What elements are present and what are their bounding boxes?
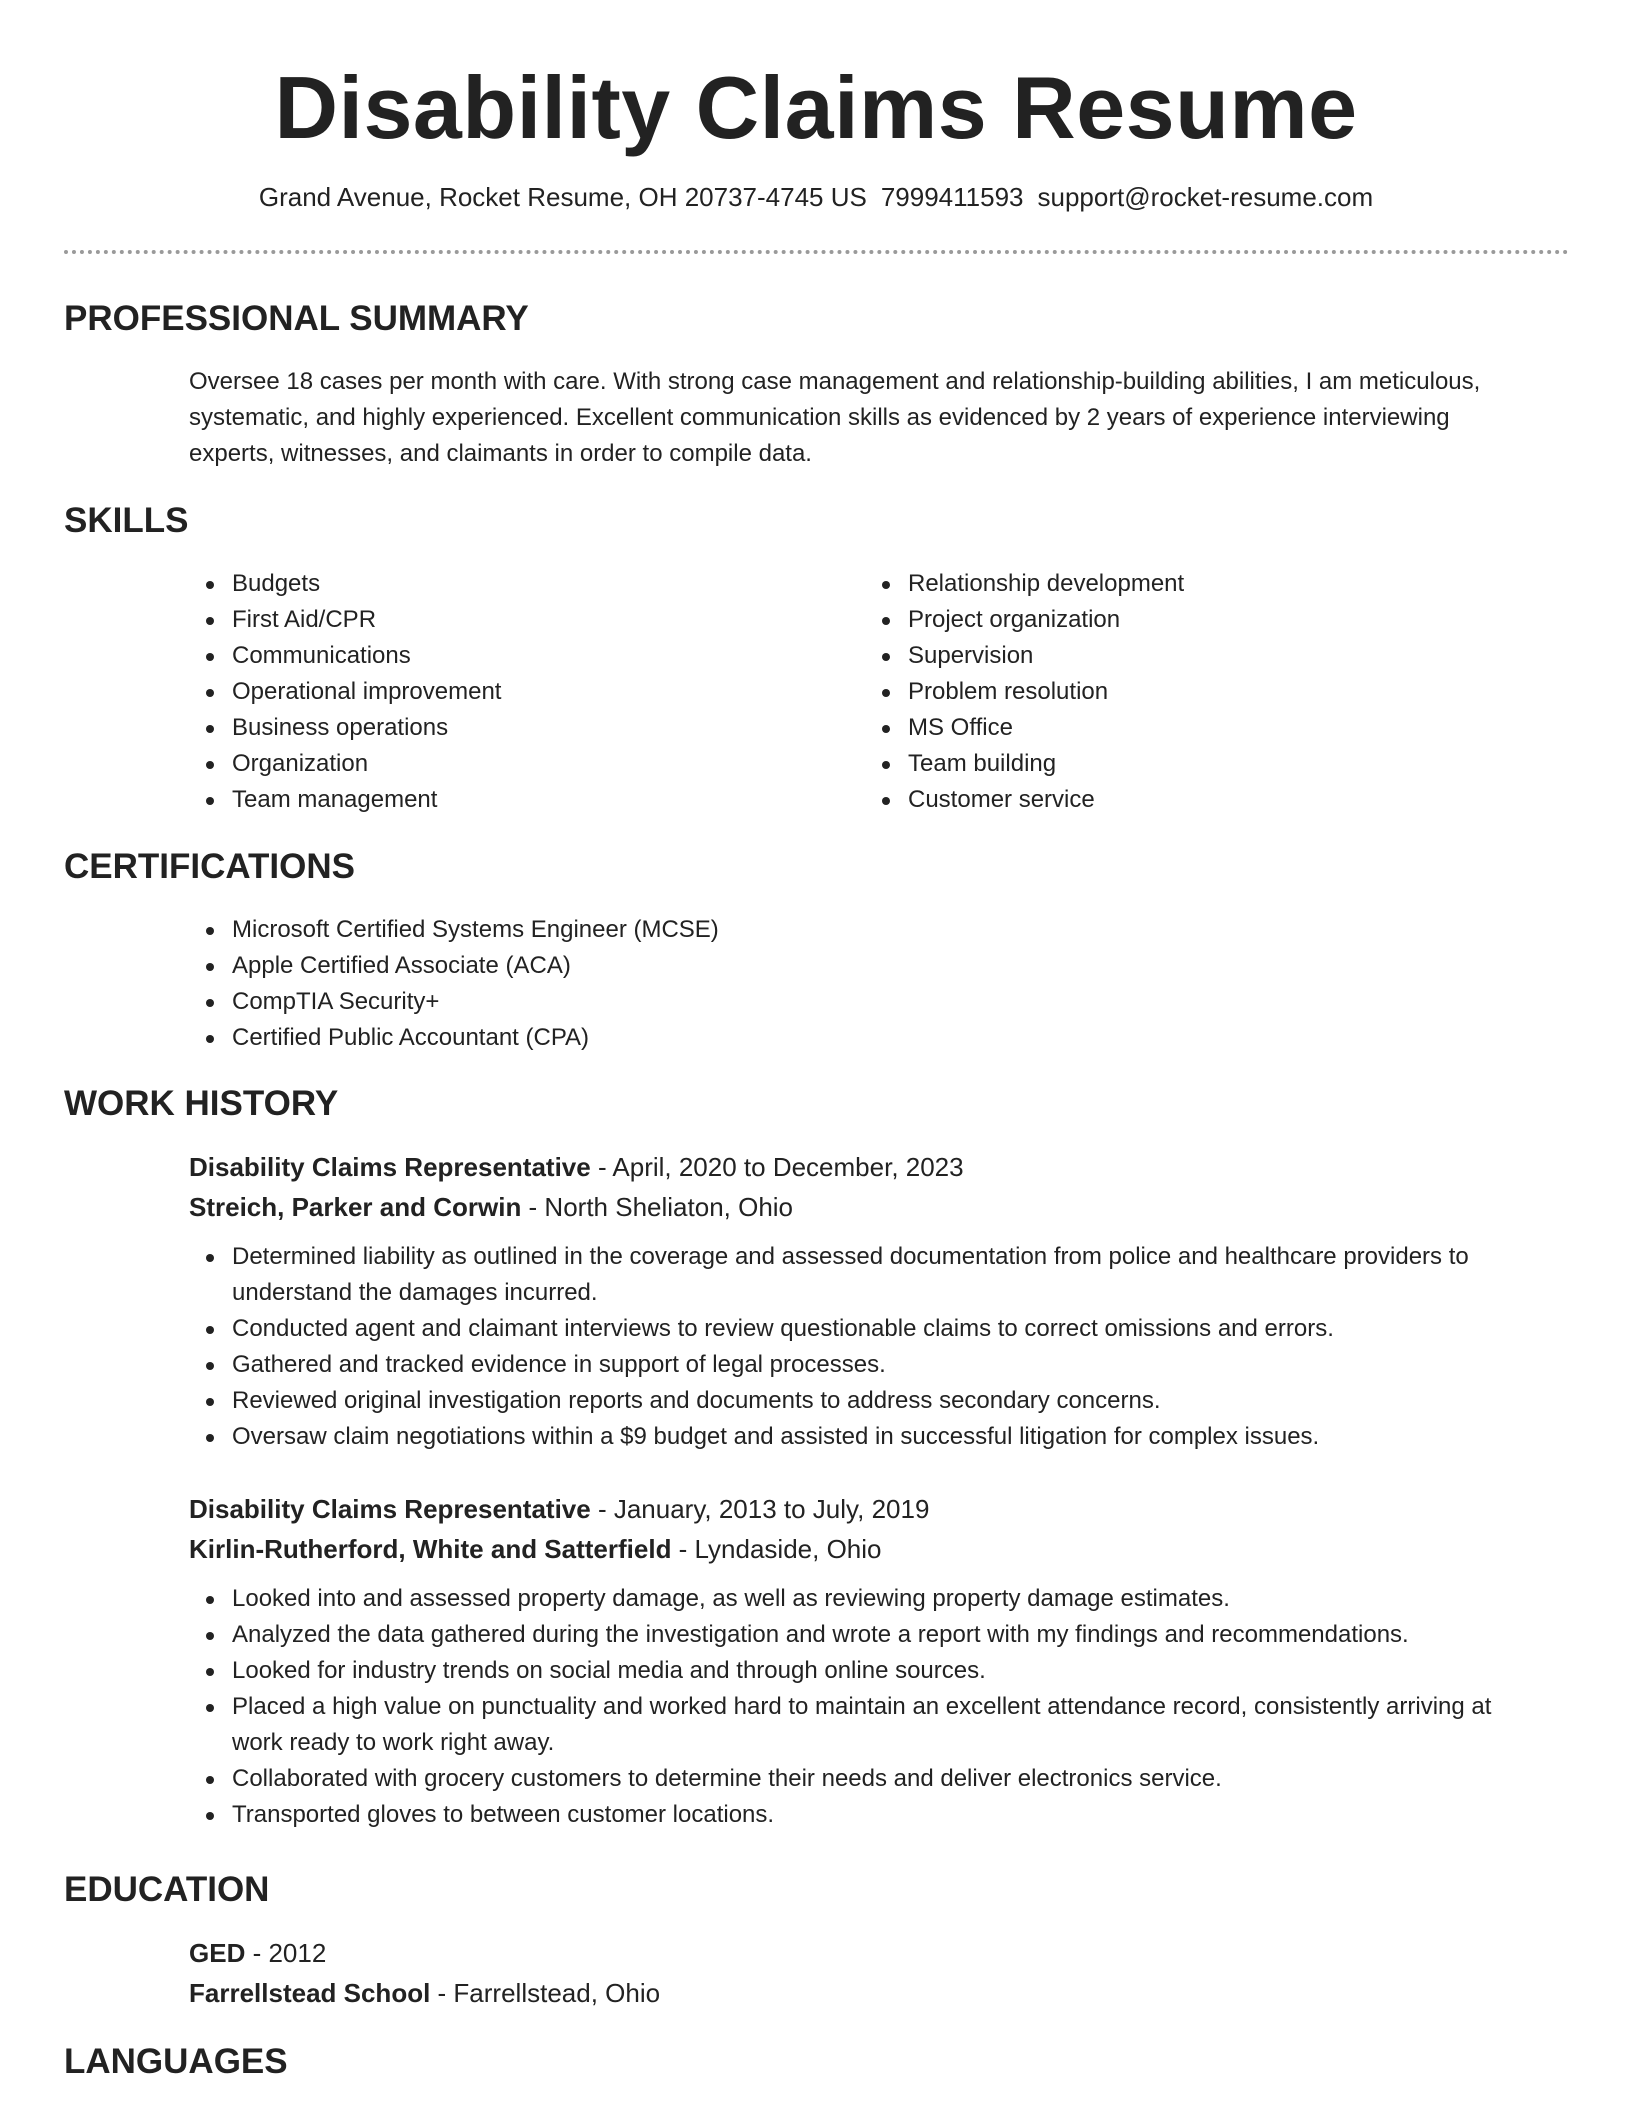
list-item: Gathered and tracked evidence in support of legal processes. [189, 1347, 1539, 1383]
job-entry [189, 1489, 1539, 1833]
list-item: Conducted agent and claimant interviews to review questionable claims to correct omissions and errors. [189, 1311, 1539, 1347]
job-company: Streich, Parker and Corwin [189, 1192, 522, 1222]
contact-line [64, 180, 1568, 214]
job-location: - Lyndaside, Ohio [671, 1534, 882, 1564]
list-item: Looked for industry trends on social media and through online sources. [189, 1653, 1539, 1689]
education-year: - 2012 [245, 1938, 327, 1968]
list-item: Operational improvement [189, 674, 829, 710]
education-school: Farrellstead School [189, 1978, 431, 2008]
education-degree: GED [189, 1938, 246, 1968]
contact-email: support@rocket-resume.com [1037, 182, 1374, 212]
section-title-skills: SKILLS [64, 501, 189, 540]
section-title-summary: PROFESSIONAL SUMMARY [64, 299, 529, 338]
education-entry [189, 1933, 1539, 2013]
job-company: Kirlin-Rutherford, White and Satterfield [189, 1534, 672, 1564]
certifications-list [189, 912, 1539, 1056]
education-school-line [189, 1973, 1539, 2013]
list-item: CompTIA Security+ [189, 984, 1539, 1020]
summary-text: Oversee 18 cases per month with care. With strong case management and relationship-building abilities, I am meticulous, systematic, and highly experienced. Excellent communication skills as evidenced by 2 years of experience interviewing experts, witnesses, and claimants in order to compile data. [189, 368, 1481, 467]
section-title-languages: LANGUAGES [64, 2042, 288, 2081]
list-item: Microsoft Certified Systems Engineer (MCSE) [189, 912, 1539, 948]
list-item: Communications [189, 638, 829, 674]
job-dates: - January, 2013 to July, 2019 [590, 1494, 930, 1524]
list-item: Team building [865, 746, 1505, 782]
list-item: Organization [189, 746, 829, 782]
list-item: Oversaw claim negotiations within a $9 budget and assisted in successful litigation for complex issues. [189, 1419, 1539, 1455]
list-item: Apple Certified Associate (ACA) [189, 948, 1539, 984]
skills-list-right [865, 566, 1505, 818]
list-item: Customer service [865, 782, 1505, 818]
contact-address: Grand Avenue, Rocket Resume, OH 20737-4745 US [258, 182, 867, 212]
resume-title: Disability Claims Resume [274, 58, 1358, 157]
list-item: Budgets [189, 566, 829, 602]
skills-list-left [189, 566, 829, 818]
list-item: Relationship development [865, 566, 1505, 602]
list-item: First Aid/CPR [189, 602, 829, 638]
list-item: Supervision [865, 638, 1505, 674]
header-divider [64, 250, 1569, 254]
list-item: Problem resolution [865, 674, 1505, 710]
job-title-line [189, 1147, 1539, 1187]
section-title-certifications: CERTIFICATIONS [64, 847, 356, 886]
list-item: Placed a high value on punctuality and worked hard to maintain an excellent attendance record, consistently arriving at work ready to work right away. [189, 1689, 1539, 1761]
list-item: Reviewed original investigation reports and documents to address secondary concerns. [189, 1383, 1539, 1419]
list-item: Transported gloves to between customer locations. [189, 1797, 1539, 1833]
list-item: Project organization [865, 602, 1505, 638]
job-title-line [189, 1489, 1539, 1529]
job-company-line [189, 1187, 1539, 1227]
list-item: Analyzed the data gathered during the investigation and wrote a report with my findings and recommendations. [189, 1617, 1539, 1653]
job-entry [189, 1147, 1539, 1455]
job-location: - North Sheliaton, Ohio [521, 1192, 794, 1222]
job-dates: - April, 2020 to December, 2023 [590, 1152, 964, 1182]
list-item: Determined liability as outlined in the coverage and assessed documentation from police and healthcare providers to understand the damages incurred. [189, 1239, 1539, 1311]
contact-phone: 7999411593 [880, 182, 1024, 212]
list-item: Certified Public Accountant (CPA) [189, 1020, 1539, 1056]
list-item: Business operations [189, 710, 829, 746]
education-degree-line [189, 1933, 1539, 1973]
list-item: Collaborated with grocery customers to determine their needs and deliver electronics service. [189, 1761, 1539, 1797]
list-item: MS Office [865, 710, 1505, 746]
job-role: Disability Claims Representative [189, 1494, 591, 1524]
job-company-line [189, 1529, 1539, 1569]
section-title-education: EDUCATION [64, 1870, 270, 1909]
education-location: - Farrellstead, Ohio [430, 1978, 661, 2008]
list-item: Team management [189, 782, 829, 818]
section-title-work: WORK HISTORY [64, 1084, 339, 1123]
list-item: Looked into and assessed property damage, as well as reviewing property damage estimates. [189, 1581, 1539, 1617]
job-role: Disability Claims Representative [189, 1152, 591, 1182]
